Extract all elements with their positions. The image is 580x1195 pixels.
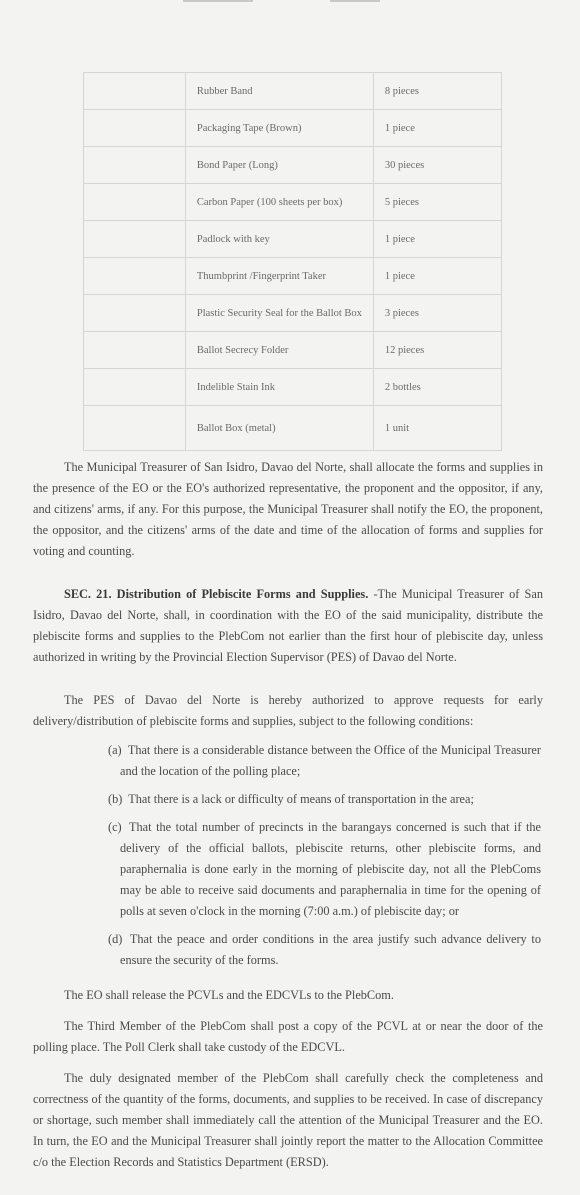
supply-item-cell: Rubber Band bbox=[185, 73, 373, 110]
supply-item-cell: Carbon Paper (100 sheets per box) bbox=[185, 184, 373, 221]
table-row bbox=[84, 221, 502, 258]
blank-cell bbox=[84, 369, 186, 406]
condition-item bbox=[33, 789, 543, 810]
supply-quantity-cell: 2 bottles bbox=[373, 369, 501, 406]
document-body bbox=[33, 457, 543, 1195]
supply-item-cell: Packaging Tape (Brown) bbox=[185, 110, 373, 147]
supply-item-cell: Ballot Box (metal) bbox=[185, 406, 373, 451]
supply-quantity-cell: 1 piece bbox=[373, 221, 501, 258]
condition-item bbox=[33, 817, 543, 922]
top-edge-mark bbox=[330, 0, 380, 2]
supply-item-cell: Padlock with key bbox=[185, 221, 373, 258]
supply-item-cell: Bond Paper (Long) bbox=[185, 147, 373, 184]
supply-item-cell: Thumbprint /Fingerprint Taker bbox=[185, 258, 373, 295]
condition-item bbox=[33, 929, 543, 971]
blank-cell bbox=[84, 295, 186, 332]
third-member-paragraph: The Third Member of the PlebCom shall post a copy of the PCVL at or near the door of the polling place. The Poll Clerk shall take custody of the EDCVL. bbox=[33, 1019, 543, 1054]
table-row bbox=[84, 147, 502, 184]
section-21-heading: SEC. 21. Distribution of Plebiscite Forms and Supplies. bbox=[64, 587, 369, 601]
pes-authorization-paragraph: The PES of Davao del Norte is hereby authorized to approve requests for early delivery/distribution of plebiscite forms and supplies, subject to the following conditions: bbox=[33, 693, 543, 728]
section-21-paragraph bbox=[33, 584, 543, 668]
table-row bbox=[84, 184, 502, 221]
condition-label: (d) bbox=[108, 932, 123, 946]
supply-quantity-cell: 5 pieces bbox=[373, 184, 501, 221]
blank-cell bbox=[84, 110, 186, 147]
condition-label: (c) bbox=[108, 820, 122, 834]
supply-quantity-cell: 12 pieces bbox=[373, 332, 501, 369]
table-row bbox=[84, 406, 502, 451]
pcvl-release-paragraph: The EO shall release the PCVLs and the EDCVLs to the PlebCom. bbox=[64, 988, 394, 1002]
table-row bbox=[84, 110, 502, 147]
blank-cell bbox=[84, 147, 186, 184]
supply-quantity-cell: 8 pieces bbox=[373, 73, 501, 110]
supply-quantity-cell: 1 piece bbox=[373, 110, 501, 147]
conditions-list bbox=[33, 740, 543, 971]
section-21-body: -The Municipal Treasurer of San Isidro, Davao del Norte, shall, in coordination with the EO of the said municipality, distribute the plebiscite forms and supplies to the PlebCom not earlier than the first hour of plebiscite day, unless authorized in writing by the Provincial Election Supervisor (PES) of Davao del Norte. bbox=[33, 587, 543, 664]
condition-label: (b) bbox=[108, 792, 123, 806]
blank-cell bbox=[84, 406, 186, 451]
supply-quantity-cell: 30 pieces bbox=[373, 147, 501, 184]
supply-quantity-cell: 1 piece bbox=[373, 258, 501, 295]
condition-text: That there is a considerable distance between the Office of the Municipal Treasurer and the location of the polling place; bbox=[120, 743, 541, 778]
table-row bbox=[84, 369, 502, 406]
allocation-paragraph: The Municipal Treasurer of San Isidro, Davao del Norte, shall allocate the forms and supplies in the presence of the EO or the EO's authorized representative, the proponent and the oppositor, if any, and citizens' arms, if any. For this purpose, the Municipal Treasurer shall notify the EO, the proponent, the oppositor, and the citizens' arms of the date and time of the allocation of forms and supplies for voting and counting. bbox=[33, 460, 543, 558]
blank-cell bbox=[84, 258, 186, 295]
condition-label: (a) bbox=[108, 743, 122, 757]
supply-item-cell: Plastic Security Seal for the Ballot Box bbox=[185, 295, 373, 332]
table-row bbox=[84, 295, 502, 332]
blank-cell bbox=[84, 332, 186, 369]
blank-cell bbox=[84, 184, 186, 221]
table-row bbox=[84, 332, 502, 369]
supply-item-cell: Ballot Secrecy Folder bbox=[185, 332, 373, 369]
table-row bbox=[84, 73, 502, 110]
supply-item-cell: Indelible Stain Ink bbox=[185, 369, 373, 406]
blank-cell bbox=[84, 221, 186, 258]
supply-quantity-cell: 3 pieces bbox=[373, 295, 501, 332]
condition-text: That the total number of precincts in the barangays concerned is such that if the delivery of the official ballots, plebiscite returns, other plebiscite forms, and paraphernalia is done early in the morning of plebiscite day, not all the PlebComs may be able to receive said documents and paraphernalia in time for the opening of polls at seven o'clock in the morning (7:00 a.m.) of plebiscite day; or bbox=[120, 820, 541, 918]
table-row bbox=[84, 258, 502, 295]
supplies-table bbox=[83, 72, 502, 451]
completeness-check-paragraph: The duly designated member of the PlebCom shall carefully check the completeness and correctness of the quantity of the forms, documents, and supplies to be received. In case of discrepancy or shortage, such member shall immediately call the attention of the Municipal Treasurer and the EO. In turn, the EO and the Municipal Treasurer shall jointly report the matter to the Allocation Committee c/o the Election Records and Statistics Department (ERSD). bbox=[33, 1071, 543, 1169]
condition-item bbox=[33, 740, 543, 782]
condition-text: That there is a lack or difficulty of means of transportation in the area; bbox=[128, 792, 474, 806]
condition-text: That the peace and order conditions in the area justify such advance delivery to ensure the security of the forms. bbox=[120, 932, 541, 967]
blank-cell bbox=[84, 73, 186, 110]
top-edge-mark bbox=[183, 0, 253, 2]
supply-quantity-cell: 1 unit bbox=[373, 406, 501, 451]
